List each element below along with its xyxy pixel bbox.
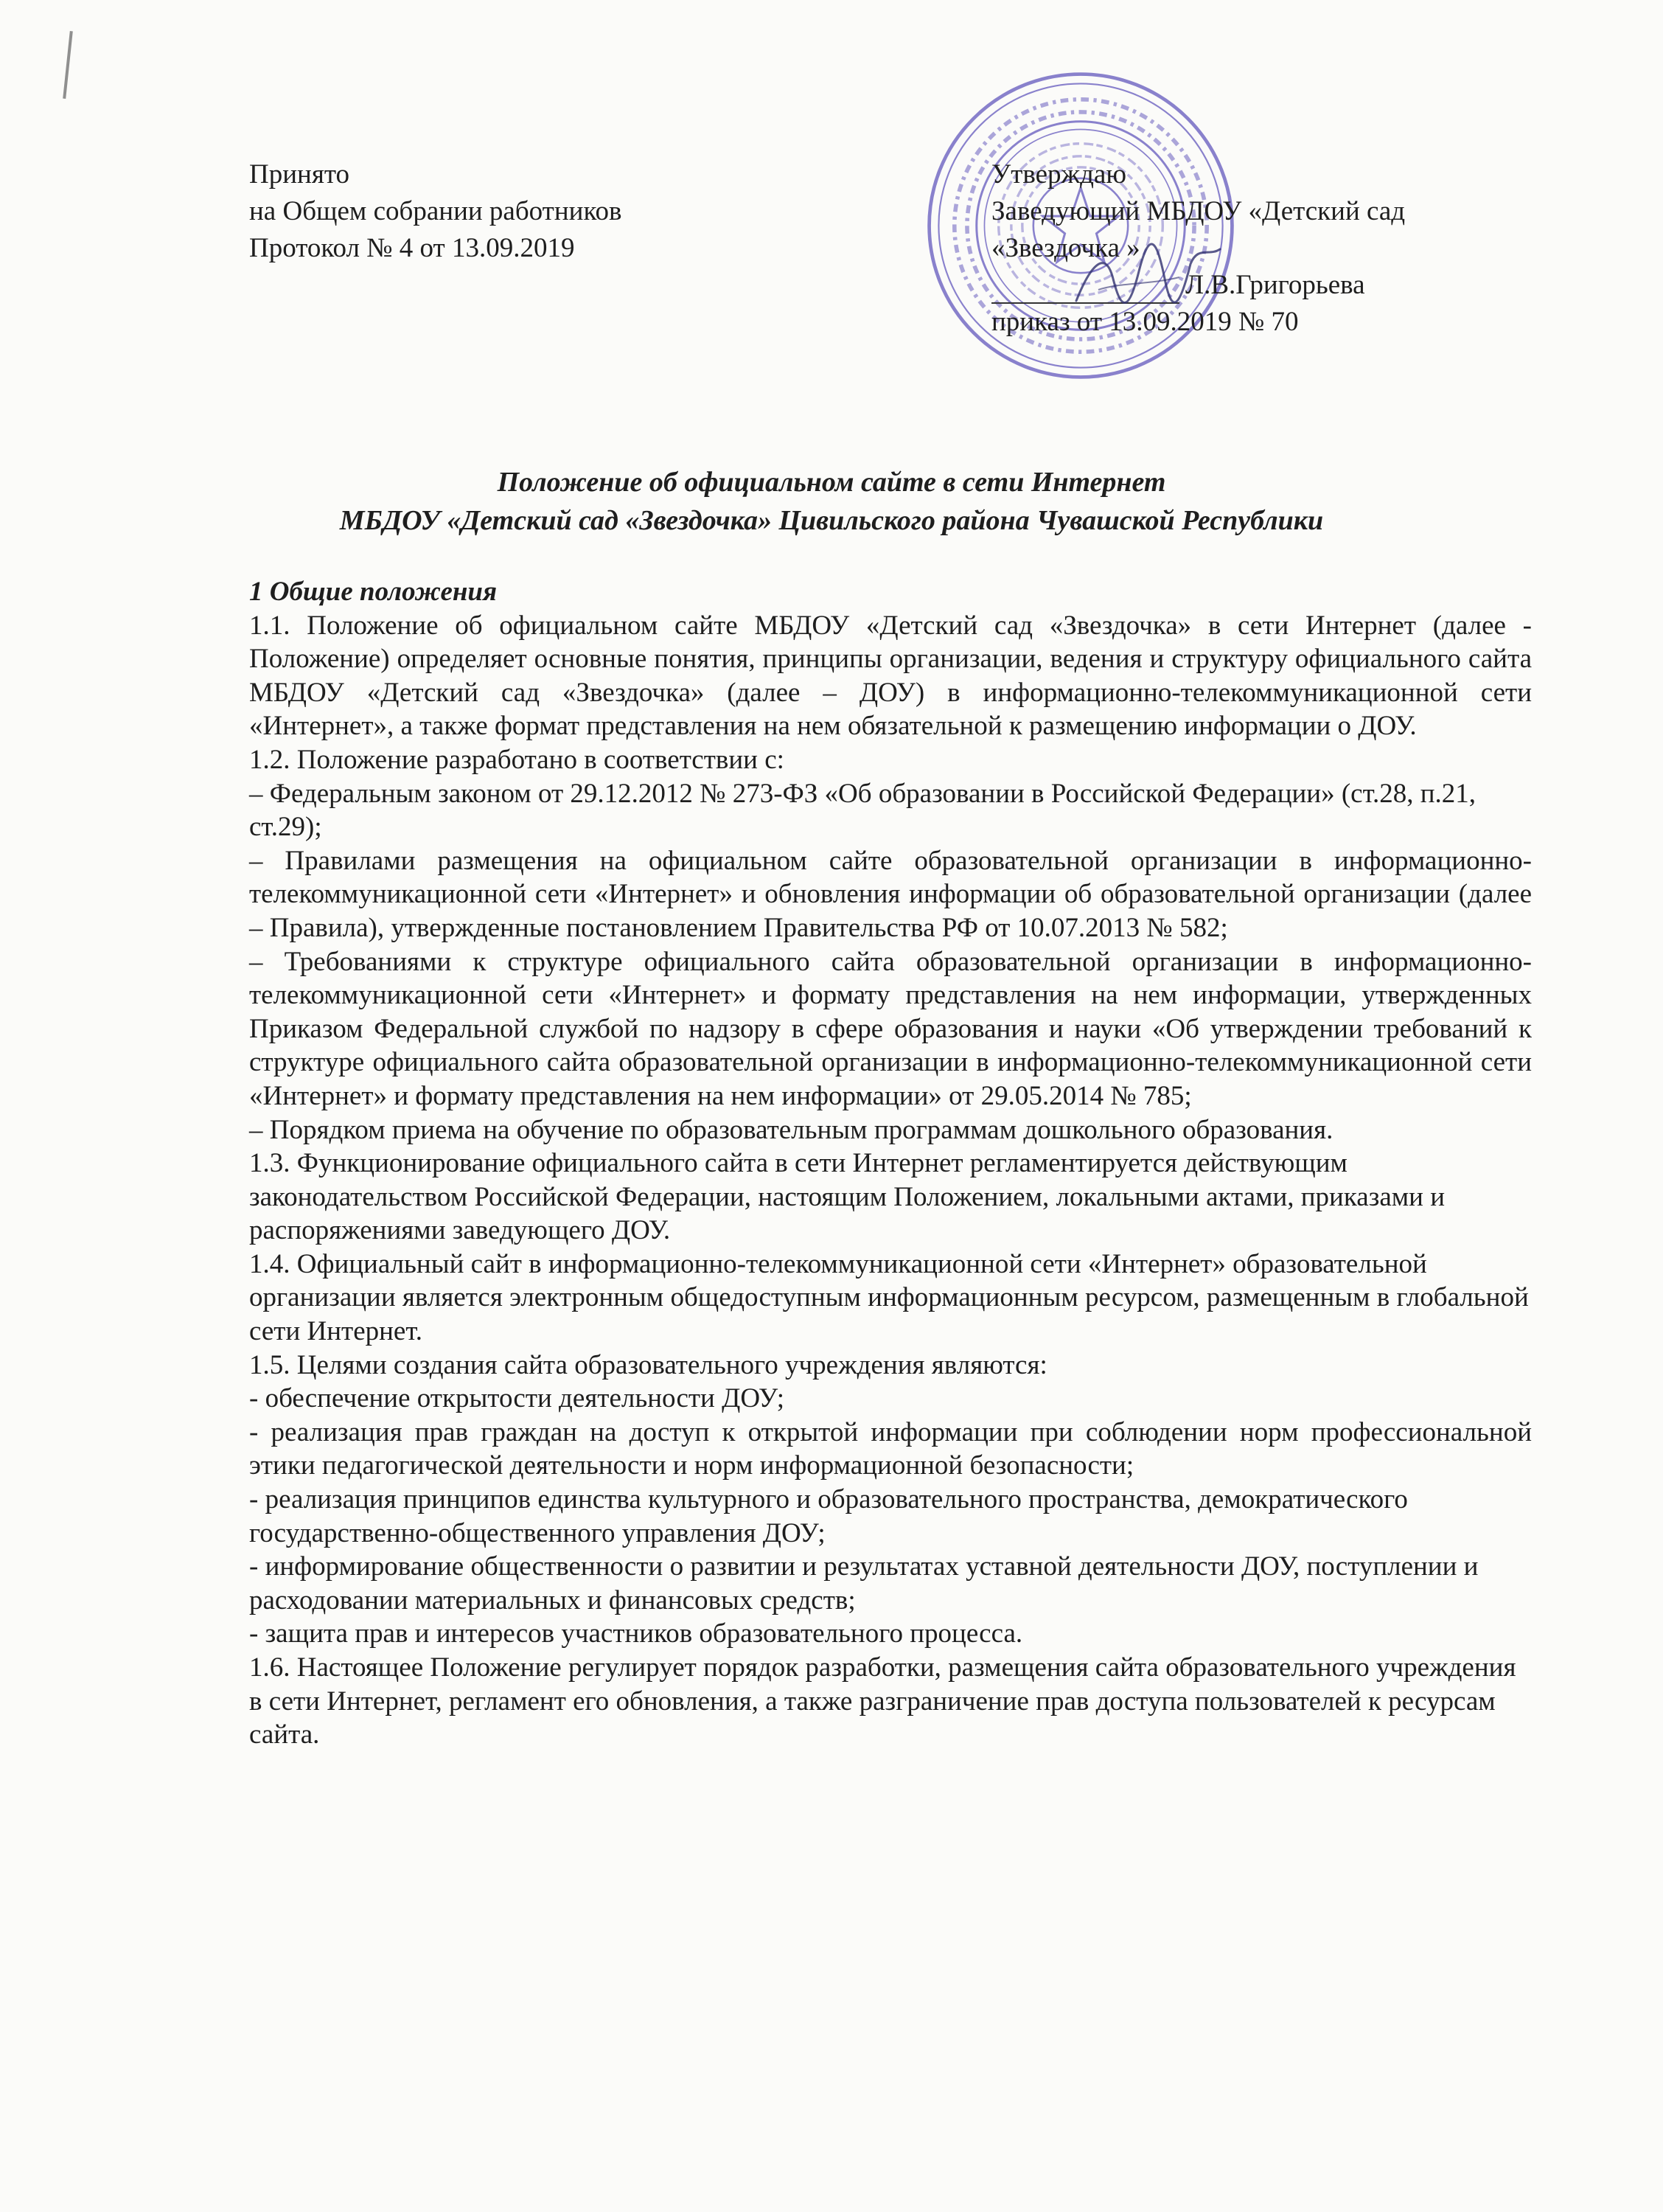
- list-item-law-273: – Федеральным законом от 29.12.2012 № 273-ФЗ «Об образовании в Российской Федерации» (ст.28, п.21, ст.29);: [249, 778, 1477, 843]
- list-item-goal-informing: - информирование общественности о развитии и результатах уставной деятельности ДОУ, поступлении и расходовании материальных и финансовых средств;: [249, 1551, 1479, 1615]
- accepted-block: [249, 156, 622, 267]
- approval-order: приказ от 13.09.2019 № 70: [991, 307, 1299, 337]
- section-heading: 1 Общие положения: [249, 577, 498, 607]
- list-item-admission-order: – Порядком приема на обучение по образовательным программам дошкольного образования.: [249, 1114, 1333, 1145]
- list-item-requirements-785: – Требованиями к структуре официального сайта образовательной организации в информационно-телекоммуникационной сети «Интернет» и формату представления на нем информации, утвержденных Приказом Федеральной службой по надзору в сфере образования и науки «Об утверждении требований к структуре официального сайта образовательной организации в информационно-телекоммуникационной сети «Интернет» и формату представления на нем информации» от 29.05.2014 № 785;: [249, 946, 1532, 1111]
- approval-line-1: Утверждаю: [991, 159, 1126, 189]
- list-item-goal-protection: - защита прав и интересов участников образовательного процесса.: [249, 1618, 1023, 1649]
- approval-line-2: Заведующий МБДОУ «Детский сад: [991, 196, 1406, 226]
- accepted-line-2: на Общем собрании работников: [249, 196, 622, 226]
- paragraph-1-5: 1.5. Целями создания сайта образовательного учреждения являются:: [249, 1349, 1047, 1380]
- list-item-rules-582: – Правилами размещения на официальном сайте образовательной организации в информационно-телекоммуникационной сети «Интернет» и обновления информации об образовательной организации (далее – Правила), утвержденные постановлением Правительства РФ от 10.07.2013 № 582;: [249, 845, 1532, 943]
- accepted-line-1: Принято: [249, 159, 350, 189]
- paragraph-1-4: 1.4. Официальный сайт в информационно-телекоммуникационной сети «Интернет» образовательной организации является электронным общедоступным информационным ресурсом, размещенным в глобальной сети Интернет.: [249, 1248, 1529, 1347]
- margin-pen-mark: [63, 31, 73, 99]
- signer-name: Л.В.Григорьева: [1185, 270, 1365, 300]
- document-title: [0, 463, 1663, 540]
- title-line-1: Положение об официальном сайте в сети Интернет: [497, 467, 1166, 498]
- list-item-goal-rights: - реализация прав граждан на доступ к открытой информации при соблюдении норм профессиональной этики педагогической деятельности и норм информационной безопасности;: [249, 1416, 1532, 1481]
- list-item-goal-unity: - реализация принципов единства культурного и образовательного пространства, демократического государственно-общественного управления ДОУ;: [249, 1484, 1408, 1548]
- paragraph-1-2: 1.2. Положение разработано в соответствии с:: [249, 744, 784, 775]
- paragraph-1-6: 1.6. Настоящее Положение регулирует порядок разработки, размещения сайта образовательного учреждения в сети Интернет, регламент его обновления, а также разграничение прав доступа пользователей к ресурсам сайта.: [249, 1652, 1516, 1750]
- paragraph-1-3: 1.3. Функционирование официального сайта в сети Интернет регламентируется действующим законодательством Российской Федерации, настоящим Положением, локальными актами, приказами и распоряжениями заведующего ДОУ.: [249, 1148, 1446, 1246]
- approval-line-3: «Звездочка »: [991, 233, 1140, 263]
- paragraph-1-1: 1.1. Положение об официальном сайте МБДОУ «Детский сад «Звездочка» в сети Интернет (далее - Положение) определяет основные понятия, принципы организации, ведения и структуру официального сайта МБДОУ «Детский сад «Звездочка» (далее – ДОУ) в информационно-телекоммуникационной сети «Интернет», а также формат представления на нем обязательной к размещению информации о ДОУ.: [249, 610, 1532, 742]
- document-body: [249, 575, 1532, 1752]
- handwritten-signature: [1069, 234, 1231, 323]
- title-line-2: МБДОУ «Детский сад «Звездочка» Цивильского района Чувашской Республики: [339, 505, 1324, 536]
- accepted-line-3: Протокол № 4 от 13.09.2019: [249, 233, 575, 263]
- list-item-goal-openness: - обеспечение открытости деятельности ДОУ;: [249, 1383, 785, 1414]
